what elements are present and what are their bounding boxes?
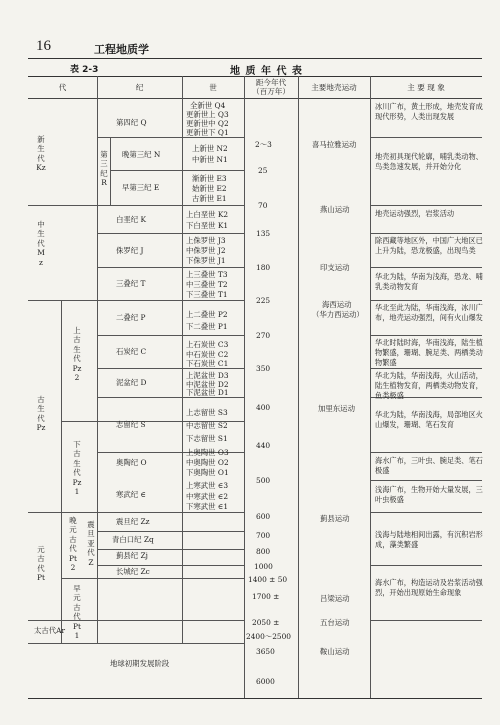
orogeny-label: 五台运动 — [320, 618, 350, 627]
phenomena-divider — [370, 368, 482, 369]
header-orogeny: 主要地壳运动 — [311, 83, 357, 92]
orogeny-label: 吕梁运动 — [320, 594, 350, 603]
epoch-label: 渐新世 E3 — [192, 174, 227, 183]
phenomena-divider — [370, 137, 482, 138]
era-paleozoic: 古生代Pz — [36, 395, 46, 433]
phenomena-divider — [370, 452, 482, 453]
col-divider-subera — [61, 300, 62, 643]
phenomena-text: 海水广布，构造运动及岩浆活动强烈，开始出现原始生命现象 — [375, 578, 483, 597]
age-label: 350 — [256, 364, 271, 373]
phenomena-text: 华北为陆，华南为浅海，恐龙、哺乳类动物发育 — [375, 272, 483, 291]
epoch-label: 上石炭世 C3 — [186, 340, 229, 349]
orogeny-label: 印支运动 — [320, 263, 350, 272]
era-boundary — [28, 643, 244, 644]
period-label: 奥陶纪 O — [116, 458, 147, 467]
epoch-label: 中侏罗世 J2 — [186, 246, 226, 255]
epoch-label: 更新世下 Q1 — [186, 128, 229, 137]
phenomena-text: 华北为陆，华南浅海，局部地区火山爆发，珊瑚、笔石发育 — [375, 410, 483, 429]
epoch-label: 上新世 N2 — [192, 144, 228, 153]
book-title: 工程地质学 — [94, 43, 149, 56]
period-label: 长城纪 Zc — [116, 567, 150, 576]
phenomena-text: 华北为陆，华南浅海，火山活动，陆生植物发育，两栖类动物发育，鱼类极盛 — [375, 371, 483, 400]
epoch-label: 上寒武世 ∈3 — [186, 481, 229, 490]
period-boundary — [97, 565, 244, 566]
period-boundary — [97, 531, 244, 532]
period-label: 早第三纪 E — [122, 183, 160, 192]
col-divider-age — [298, 76, 299, 698]
epoch-label: 中寒武世 ∈2 — [186, 492, 229, 501]
age-label: 3650 — [256, 647, 275, 656]
epoch-label: 下侏罗世 J1 — [186, 256, 226, 265]
age-label: 1700 ± — [252, 592, 280, 601]
epoch-label: 全新世 Q4 — [190, 101, 226, 110]
subera-sinian: 震旦亚代Z — [87, 520, 95, 567]
orogeny-label: 鞍山运动 — [320, 647, 350, 656]
period-boundary — [97, 335, 244, 336]
age-label: 1000 — [254, 562, 273, 571]
age-label: 500 — [256, 476, 271, 485]
period-label: 侏罗纪 J — [116, 246, 144, 255]
phenomena-text: 浅海广布，生物开始大量发展，三叶虫极盛 — [375, 485, 483, 504]
age-label: 180 — [256, 263, 271, 272]
epoch-label: 更新世中 Q2 — [186, 119, 229, 128]
age-label: 135 — [256, 229, 271, 238]
orogeny-label: （华力西运动） — [312, 310, 364, 319]
epoch-label: 上侏罗世 J3 — [186, 236, 226, 245]
age-label: 6000 — [256, 677, 275, 686]
age-label: 2～3 — [255, 140, 272, 149]
period-boundary — [97, 233, 244, 234]
period-label: 志留纪 S — [116, 420, 146, 429]
header-epoch: 世 — [209, 83, 217, 92]
epoch-label: 中石炭世 C2 — [186, 350, 229, 359]
age-label: 800 — [256, 547, 271, 556]
period-label: 二叠纪 P — [116, 313, 146, 322]
col-divider-epoch — [244, 76, 245, 698]
epoch-label: 下白垩世 K1 — [186, 221, 229, 230]
age-label: 1400 ± 50 — [248, 575, 288, 584]
subera-early-proterozoic: 早元古代Pt1 — [73, 584, 81, 641]
page-header — [28, 36, 482, 59]
table-label: 表 2-3 — [70, 65, 99, 75]
epoch-label: 中泥盆世 D2 — [186, 380, 229, 389]
phenomena-divider — [370, 335, 482, 336]
phenomena-text: 除西藏等地区外，中国广大地区已上升为陆，恐龙极盛，出现鸟类 — [375, 236, 483, 255]
col-divider-tertiary — [110, 137, 111, 205]
subera-boundary — [61, 578, 244, 579]
orogeny-label: 蓟县运动 — [320, 514, 350, 523]
orogeny-label: 喜马拉雅运动 — [312, 140, 357, 149]
period-label: 石炭纪 C — [116, 347, 147, 356]
period-boundary — [97, 549, 244, 550]
period-label: 三叠纪 T — [116, 279, 146, 288]
phenomena-divider — [370, 565, 482, 566]
epoch-label: 下三叠世 T1 — [186, 290, 228, 299]
epoch-label: 下志留世 S1 — [186, 434, 228, 443]
epoch-label: 下石炭世 C1 — [186, 359, 229, 368]
period-label: 白垩纪 K — [116, 215, 147, 224]
epoch-label: 上白垩世 K2 — [186, 210, 229, 219]
age-label: 25 — [258, 166, 268, 175]
earliest-stage-label: 地球初期发展阶段 — [110, 659, 170, 668]
period-boundary — [97, 397, 244, 398]
phenomena-text: 华北至此为陆，华南浅海，冰川广布，地壳运动强烈，间有火山爆发 — [375, 303, 483, 322]
col-divider-orogeny — [370, 76, 371, 698]
epoch-label: 下奥陶世 O1 — [186, 468, 229, 477]
epoch-label: 始新世 E2 — [192, 184, 227, 193]
age-label: 440 — [256, 441, 271, 450]
orogeny-label: 加里东运动 — [318, 404, 355, 413]
era-boundary — [28, 300, 244, 301]
epoch-label: 下寒武世 ∈1 — [186, 502, 229, 511]
phenomena-text: 地壳初具现代轮廓，哺乳类动物、鸟类急速发展，并开始分化 — [375, 152, 483, 171]
phenomena-divider — [370, 512, 482, 513]
epoch-label: 下二叠世 P1 — [186, 322, 228, 331]
phenomena-text: 华北时陆时海，华南浅海，陆生植物繁盛，珊瑚、腕足类、两栖类动物繁盛 — [375, 338, 483, 367]
epoch-label: 下泥盆世 D1 — [186, 388, 229, 397]
phenomena-divider — [370, 205, 482, 206]
header-age-unit: （百万年） — [252, 87, 290, 96]
era-cenozoic: 新生代Kz — [36, 135, 46, 173]
orogeny-label: 海西运动 — [322, 300, 352, 309]
period-boundary — [110, 170, 244, 171]
epoch-label: 上奥陶世 O3 — [186, 448, 229, 457]
epoch-label: 上志留世 S3 — [186, 408, 228, 417]
epoch-label: 更新世上 Q3 — [186, 110, 229, 119]
phenomena-divider — [370, 267, 482, 268]
era-boundary — [28, 620, 244, 621]
epoch-label: 中志留世 S2 — [186, 421, 228, 430]
header-age: 距今年代 — [255, 78, 287, 87]
header-period: 纪 — [135, 83, 144, 92]
epoch-label: 中奥陶世 O2 — [186, 458, 229, 467]
epoch-label: 上二叠世 P2 — [186, 310, 228, 319]
epoch-label: 中新世 N1 — [192, 155, 228, 164]
period-boundary — [97, 267, 244, 268]
page-number: 16 — [36, 38, 51, 54]
age-label: 600 — [256, 512, 271, 521]
header-phenomena: 主 要 现 象 — [407, 83, 445, 92]
period-label: 寒武纪 ∈ — [116, 490, 146, 499]
era-boundary — [28, 205, 244, 206]
subera-lower-paleozoic: 下古生代Pz1 — [72, 440, 82, 497]
phenomena-divider — [370, 620, 482, 621]
age-label: 2050 ± — [252, 618, 280, 627]
phenomena-text: 浅海与陆地相间出露，有沉积岩形成，藻类繁盛 — [375, 530, 483, 549]
phenomena-divider — [370, 233, 482, 234]
age-label: 270 — [256, 331, 271, 340]
subera-upper-paleozoic: 上古生代Pz2 — [72, 326, 82, 383]
orogeny-label: 燕山运动 — [320, 205, 350, 214]
period-label: 泥盆纪 D — [116, 378, 147, 387]
col-divider-period — [182, 76, 183, 643]
table-bottom-rule — [28, 698, 482, 699]
phenomena-text: 冰川广布，黄土形成，地壳发育成现代形势，人类出现发展 — [375, 102, 483, 121]
epoch-label: 上泥盆世 D3 — [186, 371, 229, 380]
era-proterozoic: 元古代Pt — [37, 545, 45, 583]
subera-late-proterozoic: 晚元古代Pt2 — [69, 516, 77, 573]
age-label: 700 — [256, 531, 271, 540]
phenomena-text: 地壳运动强烈，岩浆活动 — [375, 209, 455, 218]
period-boundary — [97, 137, 244, 138]
phenomena-text: 海水广布，三叶虫、腕足类、笔石极盛 — [375, 456, 483, 475]
period-label: 第四纪 Q — [116, 118, 147, 127]
phenomena-divider — [370, 480, 482, 481]
era-mesozoic: 中生代Mz — [37, 220, 45, 267]
header-era: 代 — [58, 83, 67, 92]
period-boundary — [97, 368, 244, 369]
period-label: 震旦纪 Zz — [116, 517, 150, 526]
period-label: 晚第三纪 N — [122, 150, 161, 159]
col-divider-era — [97, 76, 98, 643]
age-label: 2400～2500 — [246, 632, 292, 641]
period-label: 蓟县纪 Zj — [116, 551, 148, 560]
table-title: 地 质 年 代 表 — [230, 66, 303, 77]
age-label: 400 — [256, 403, 271, 412]
age-label: 225 — [256, 296, 271, 305]
period-label: 青白口纪 Zq — [112, 535, 154, 544]
phenomena-divider — [370, 300, 482, 301]
era-archean: 太古代Ar — [34, 626, 66, 635]
epoch-label: 古新世 E1 — [192, 194, 227, 203]
era-boundary — [28, 512, 244, 513]
age-label: 70 — [258, 201, 268, 210]
period-tertiary: 第三纪R — [100, 150, 108, 188]
epoch-label: 中三叠世 T2 — [186, 280, 228, 289]
epoch-label: 上三叠世 T3 — [186, 270, 228, 279]
